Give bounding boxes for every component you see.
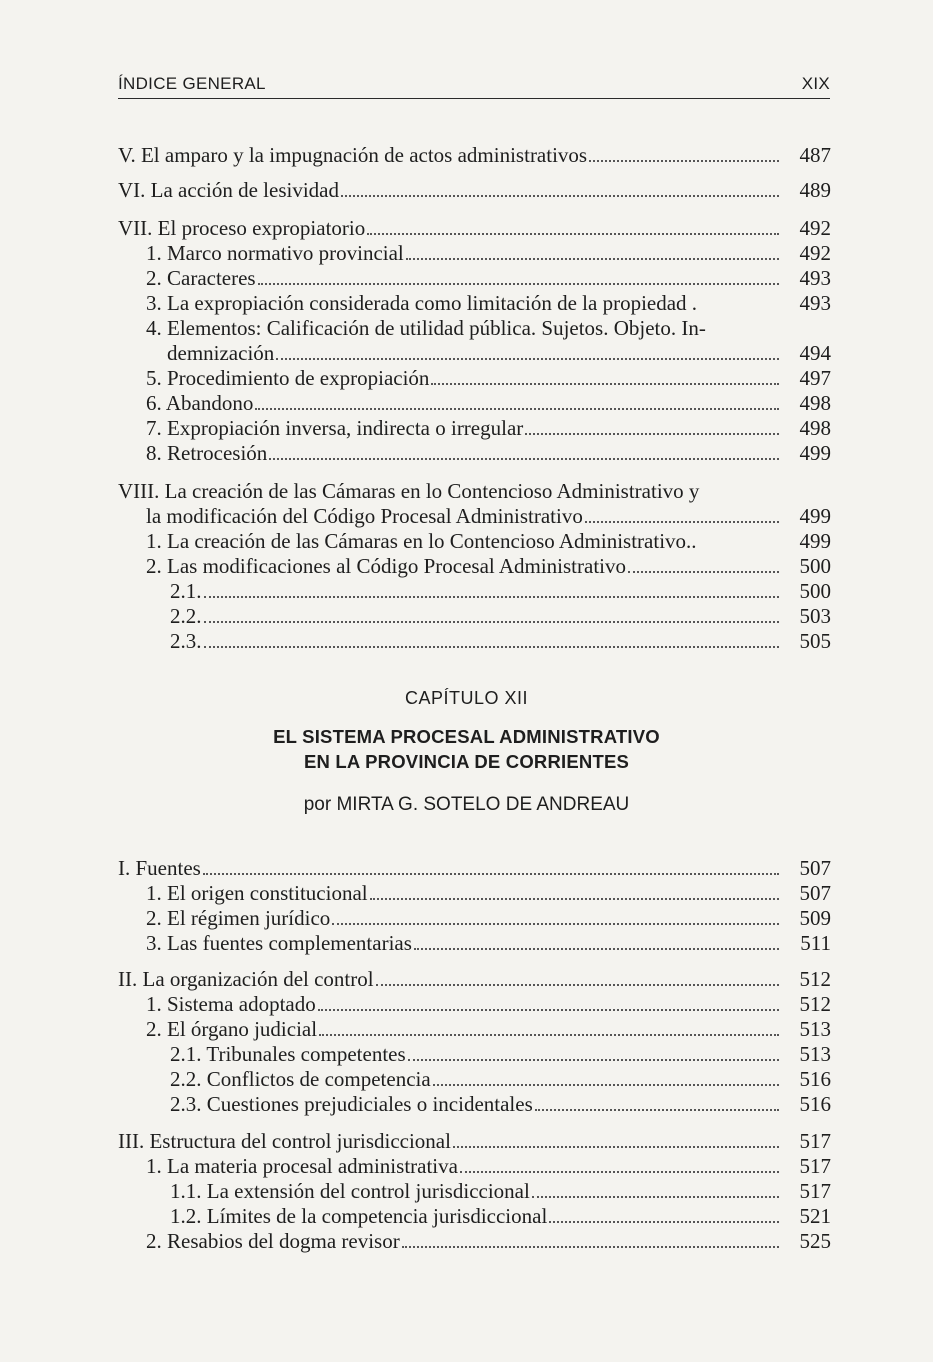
toc-entry: VI. La acción de lesividad 489 — [118, 178, 831, 202]
chapter-author: por MIRTA G. SOTELO DE ANDREAU — [303, 794, 630, 815]
toc-entry: 2.2. Conflictos de competencia 516 — [170, 1067, 831, 1091]
toc-entry: 2. Las modificaciones al Código Procesal Administrativo 500 — [146, 554, 831, 578]
toc-entry: 2. Caracteres 493 — [146, 266, 831, 290]
toc-entry: 5. Procedimiento de expropiación 497 — [146, 366, 831, 390]
running-header-title: ÍNDICE GENERAL — [118, 74, 266, 93]
toc-entry: 8. Retrocesión 499 — [146, 441, 831, 465]
toc-entry: 2.3. 505 — [170, 629, 831, 653]
toc-entry: 4. Elementos: Calificación de utilidad pública. Sujetos. Objeto. In- — [146, 316, 706, 340]
toc-entry: 1. La creación de las Cámaras en lo Contencioso Administrativo.. 499 — [146, 529, 831, 553]
toc-entry: III. Estructura del control jurisdiccional 517 — [118, 1129, 831, 1153]
toc-entry: 2. El órgano judicial 513 — [146, 1017, 831, 1041]
toc-entry: 6. Abandono 498 — [146, 391, 831, 415]
toc-entry: 1. La materia procesal administrativa 517 — [146, 1154, 831, 1178]
running-header-page-number: XIX — [801, 74, 830, 93]
toc-entry: 1. Sistema adoptado 512 — [146, 992, 831, 1016]
toc-entry: 2.1. 500 — [170, 579, 831, 603]
toc-entry-continuation: demnización 494 — [167, 341, 831, 365]
chapter-title-line-2: EN LA PROVINCIA DE CORRIENTES — [303, 751, 630, 772]
toc-entry: 2.3. Cuestiones prejudiciales o incidentales 516 — [170, 1092, 831, 1116]
toc-entry: II. La organización del control 512 — [118, 967, 831, 991]
toc-entry: I. Fuentes 507 — [118, 856, 831, 880]
toc-entry: 1.1. La extensión del control jurisdiccional 517 — [170, 1179, 831, 1203]
toc-entry: 2. Resabios del dogma revisor 525 — [146, 1229, 831, 1253]
toc-entry: VII. El proceso expropiatorio 492 — [118, 216, 831, 240]
toc-entry: 2. El régimen jurídico 509 — [146, 906, 831, 930]
chapter-label: CAPÍTULO XII — [404, 688, 529, 708]
toc-entry: 2.2. 503 — [170, 604, 831, 628]
toc-entry: 3. Las fuentes complementarias 511 — [146, 931, 831, 955]
chapter-title-line-1: EL SISTEMA PROCESAL ADMINISTRATIVO — [273, 726, 660, 747]
toc-entry-continuation: la modificación del Código Procesal Administrativo 499 — [146, 504, 831, 528]
toc-entry: 1.2. Límites de la competencia jurisdiccional 521 — [170, 1204, 831, 1228]
toc-entry: VIII. La creación de las Cámaras en lo Contencioso Administrativo y — [118, 479, 700, 503]
toc-entry: 2.1. Tribunales competentes 513 — [170, 1042, 831, 1066]
toc-entry: V. El amparo y la impugnación de actos administrativos 487 — [118, 143, 831, 167]
toc-entry: 7. Expropiación inversa, indirecta o irregular 498 — [146, 416, 831, 440]
toc-entry: 1. Marco normativo provincial 492 — [146, 241, 831, 265]
toc-entry: 1. El origen constitucional 507 — [146, 881, 831, 905]
toc-entry: 3. La expropiación considerada como limitación de la propiedad . 493 — [146, 291, 831, 315]
running-header — [118, 74, 830, 99]
